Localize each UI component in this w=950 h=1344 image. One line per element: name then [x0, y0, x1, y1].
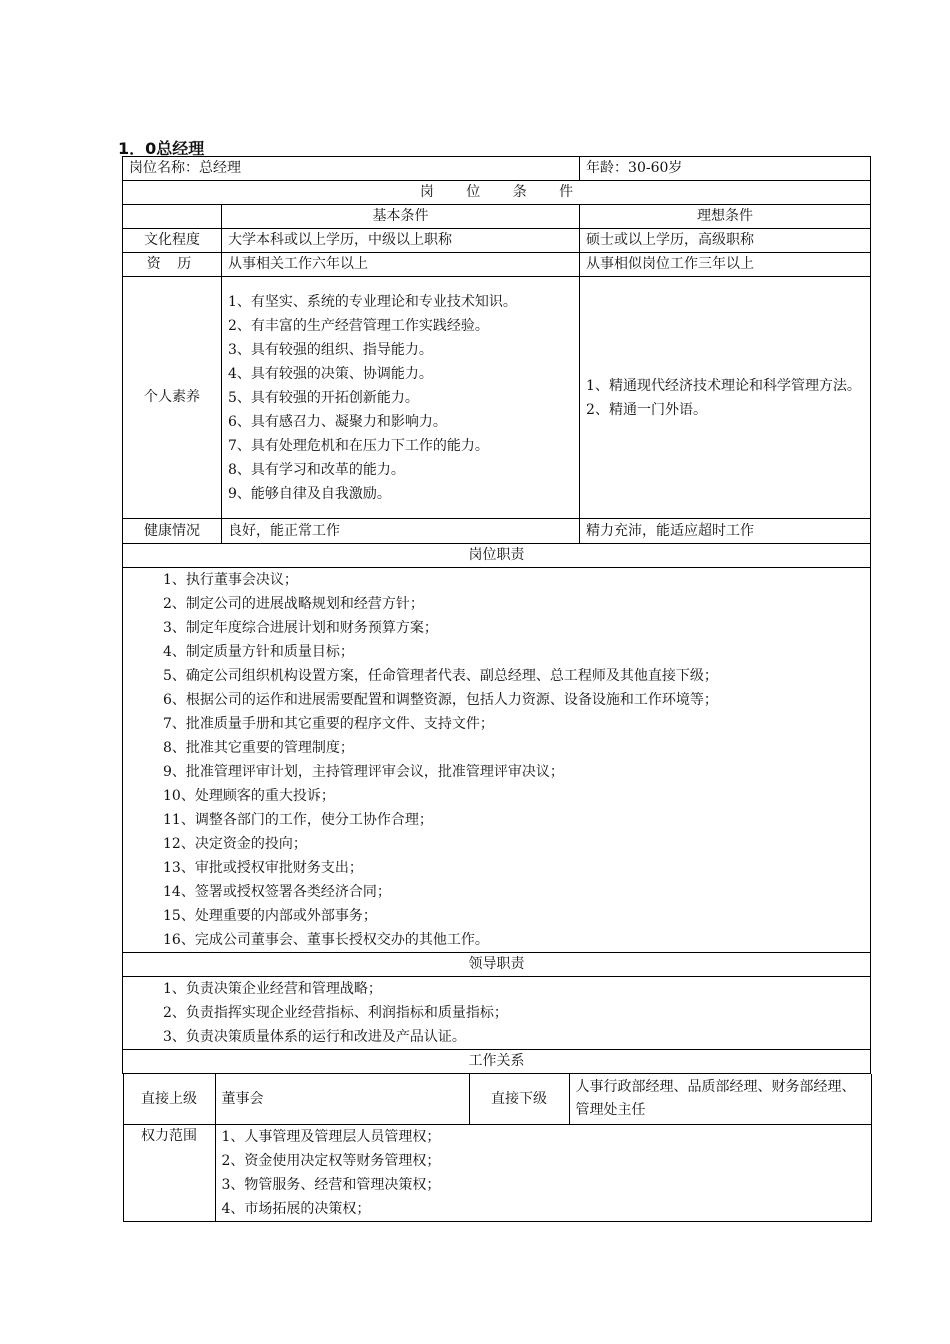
list-item: 4、制定质量方针和质量目标；	[163, 644, 354, 660]
superior-value: 董事会	[215, 1074, 469, 1125]
superior-label: 直接上级	[123, 1074, 215, 1125]
list-item: 4、具有较强的决策、协调能力。	[228, 365, 433, 382]
list-item: 2、负责指挥实现企业经营指标、利润指标和质量指标；	[163, 1005, 508, 1021]
list-item: 3、物管服务、经营和管理决策权；	[221, 1177, 441, 1193]
duties-list	[123, 568, 871, 953]
basic-conditions-header: 基本条件	[222, 205, 580, 229]
position-name: 岗位名称：总经理	[123, 157, 580, 181]
list-item: 6、具有感召力、凝聚力和影响力。	[228, 413, 447, 430]
list-item: 7、批准质量手册和其它重要的程序文件、支持文件；	[163, 716, 494, 732]
personal-quality-basic	[222, 277, 580, 519]
list-item: 3、负责决策质量体系的运行和改进及产品认证。	[163, 1029, 466, 1045]
personal-quality-label: 个人素养	[123, 277, 222, 519]
education-basic: 大学本科或以上学历，中级以上职称	[222, 229, 580, 253]
empty-cell	[123, 205, 222, 229]
subordinate-label: 直接下级	[469, 1074, 569, 1125]
list-item: 16、完成公司董事会、董事长授权交办的其他工作。	[163, 932, 489, 948]
subordinate-value: 人事行政部经理、品质部经理、财务部经理、管理处主任	[569, 1074, 871, 1125]
relations-title: 工作关系	[123, 1050, 871, 1074]
personal-quality-ideal	[580, 277, 871, 519]
list-item: 4、市场拓展的决策权；	[221, 1201, 371, 1217]
list-item: 2、精通一门外语。	[586, 401, 707, 418]
health-basic: 良好，能正常工作	[222, 519, 580, 544]
duties-title: 岗位职责	[123, 544, 871, 568]
conditions-title: 岗 位 条 件	[123, 181, 871, 205]
list-item: 10、处理顾客的重大投诉；	[163, 788, 335, 804]
authority-label: 权力范围	[123, 1125, 215, 1222]
job-description-table	[122, 156, 871, 1222]
list-item: 9、批准管理评审计划，主持管理评审会议，批准管理评审决议；	[163, 764, 564, 780]
list-item: 1、精通现代经济技术理论和科学管理方法。	[586, 377, 861, 394]
education-ideal: 硕士或以上学历，高级职称	[580, 229, 871, 253]
relations-table	[123, 1074, 872, 1222]
list-item: 8、具有学习和改革的能力。	[228, 461, 405, 478]
list-item: 2、有丰富的生产经营管理工作实践经验。	[228, 317, 489, 334]
ideal-conditions-header: 理想条件	[580, 205, 871, 229]
list-item: 5、具有较强的开拓创新能力。	[228, 389, 419, 406]
list-item: 8、批准其它重要的管理制度；	[163, 740, 354, 756]
list-item: 6、根据公司的运作和进展需要配置和调整资源，包括人力资源、设备设施和工作环境等；	[163, 692, 718, 708]
list-item: 11、调整各部门的工作，使分工协作合理；	[163, 812, 433, 828]
list-item: 1、人事管理及管理层人员管理权；	[221, 1129, 441, 1145]
experience-basic: 从事相关工作六年以上	[222, 253, 580, 277]
education-label: 文化程度	[123, 229, 222, 253]
list-item: 1、执行董事会决议；	[163, 572, 298, 588]
leadership-list	[123, 977, 871, 1050]
list-item: 15、处理重要的内部或外部事务；	[163, 908, 377, 924]
list-item: 13、审批或授权审批财务支出；	[163, 860, 363, 876]
list-item: 12、决定资金的投向；	[163, 836, 307, 852]
list-item: 5、确定公司组织机构设置方案，任命管理者代表、副总经理、总工程师及其他直接下级；	[163, 668, 718, 684]
list-item: 7、具有处理危机和在压力下工作的能力。	[228, 437, 489, 454]
leadership-title: 领导职责	[123, 953, 871, 977]
list-item: 1、负责决策企业经营和管理战略；	[163, 981, 382, 997]
list-item: 9、能够自律及自我激励。	[228, 485, 391, 502]
list-item: 14、签署或授权签署各类经济合同；	[163, 884, 391, 900]
authority-list	[215, 1125, 871, 1222]
health-label: 健康情况	[123, 519, 222, 544]
health-ideal: 精力充沛，能适应超时工作	[580, 519, 871, 544]
list-item: 3、具有较强的组织、指导能力。	[228, 341, 433, 358]
age-range: 年龄：30-60岁	[580, 157, 871, 181]
list-item: 3、制定年度综合进展计划和财务预算方案；	[163, 620, 438, 636]
list-item: 2、制定公司的进展战略规划和经营方针；	[163, 596, 424, 612]
section-title: 1．0总经理	[118, 139, 205, 158]
experience-ideal: 从事相似岗位工作三年以上	[580, 253, 871, 277]
list-item: 2、资金使用决定权等财务管理权；	[221, 1153, 441, 1169]
list-item: 1、有坚实、系统的专业理论和专业技术知识。	[228, 293, 517, 310]
experience-label: 资 历	[123, 253, 222, 277]
